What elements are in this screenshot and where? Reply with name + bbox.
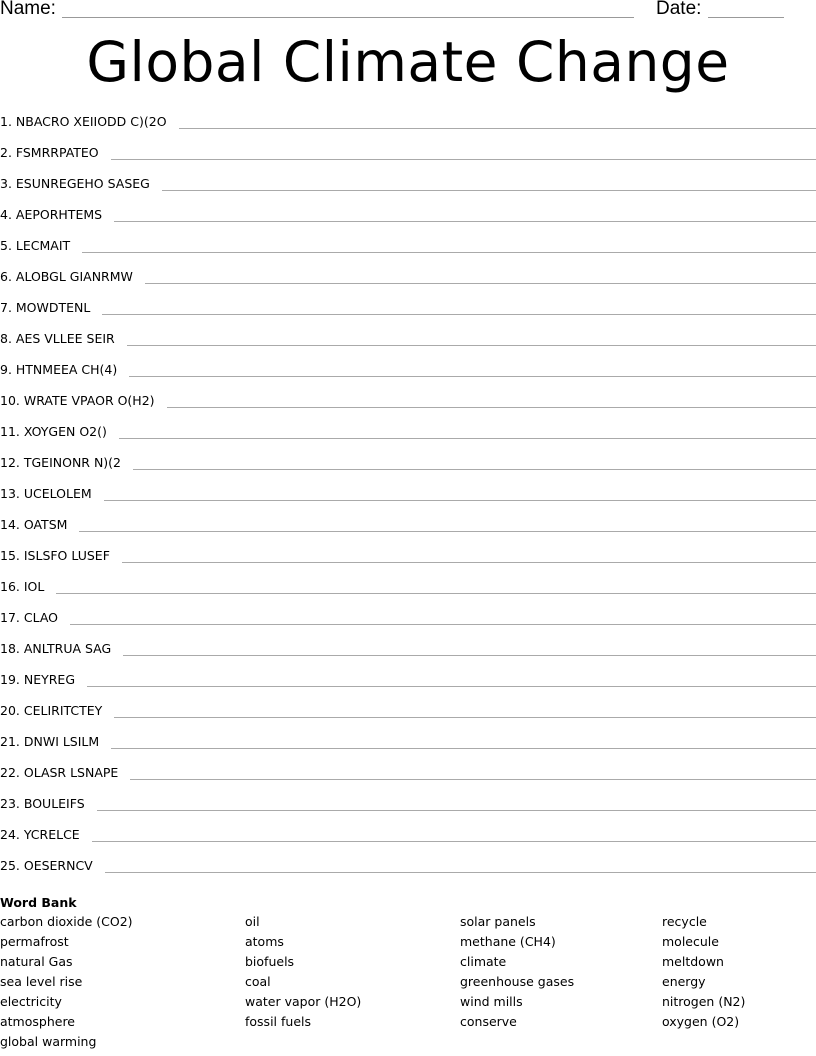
word-bank-item: conserve — [460, 1014, 517, 1029]
word-bank-column — [245, 913, 361, 1033]
answer-line[interactable] — [111, 731, 816, 749]
word-bank-item: solar panels — [460, 914, 536, 929]
word-bank-item: molecule — [662, 934, 719, 949]
word-bank-column — [662, 913, 745, 1033]
date-field[interactable] — [708, 17, 784, 18]
page-title: Global Climate Change — [86, 30, 730, 94]
scrambled-word: 24. YCRELCE — [0, 827, 80, 842]
word-bank — [0, 894, 816, 1049]
word-bank-item: carbon dioxide (CO2) — [0, 914, 133, 929]
word-bank-title: Word Bank — [0, 895, 77, 910]
question-row — [0, 483, 816, 514]
answer-line[interactable] — [145, 266, 816, 284]
word-bank-item: atmosphere — [0, 1014, 75, 1029]
question-row — [0, 700, 816, 731]
name-label: Name: — [0, 0, 56, 19]
answer-line[interactable] — [127, 328, 816, 346]
question-row — [0, 452, 816, 483]
word-bank-item: energy — [662, 974, 706, 989]
word-bank-item: coal — [245, 974, 271, 989]
word-bank-item: natural Gas — [0, 954, 73, 969]
word-bank-item: sea level rise — [0, 974, 83, 989]
word-bank-item: electricity — [0, 994, 62, 1009]
word-bank-item: water vapor (H2O) — [245, 994, 362, 1009]
word-bank-item: permafrost — [0, 934, 69, 949]
answer-line[interactable] — [82, 235, 816, 253]
answer-line[interactable] — [162, 173, 816, 191]
question-row — [0, 576, 816, 607]
question-row — [0, 762, 816, 793]
scrambled-word: 3. ESUNREGEHO SASEG — [0, 176, 150, 191]
question-row — [0, 855, 816, 886]
answer-line[interactable] — [79, 514, 816, 532]
question-row — [0, 173, 816, 204]
question-row — [0, 111, 816, 142]
word-bank-item: oxygen (O2) — [662, 1014, 740, 1029]
answer-line[interactable] — [122, 545, 816, 563]
word-bank-column — [0, 913, 133, 1053]
answer-line[interactable] — [114, 204, 816, 222]
answer-line[interactable] — [87, 669, 816, 687]
name-field[interactable] — [62, 17, 634, 18]
answer-line[interactable] — [92, 824, 816, 842]
word-bank-item: meltdown — [662, 954, 724, 969]
question-list — [0, 111, 816, 886]
word-bank-column — [460, 913, 574, 1033]
answer-line[interactable] — [119, 421, 816, 439]
word-bank-item: nitrogen (N2) — [662, 994, 746, 1009]
answer-line[interactable] — [133, 452, 816, 470]
word-bank-item: global warming — [0, 1034, 97, 1049]
question-row — [0, 297, 816, 328]
scrambled-word: 23. BOULEIFS — [0, 796, 85, 811]
question-row — [0, 731, 816, 762]
scrambled-word: 22. OLASR LSNAPE — [0, 765, 119, 780]
question-row — [0, 793, 816, 824]
scrambled-word: 12. TGEINONR N)(2 — [0, 455, 122, 470]
scrambled-word: 1. NBACRO XEIIODD C)(2O — [0, 114, 167, 129]
answer-line[interactable] — [123, 638, 816, 656]
scrambled-word: 2. FSMRRPATEO — [0, 145, 99, 160]
question-row — [0, 235, 816, 266]
header — [0, 0, 816, 22]
word-bank-item: atoms — [245, 934, 284, 949]
word-bank-item: greenhouse gases — [460, 974, 575, 989]
scrambled-word: 9. HTNMEEA CH(4) — [0, 362, 118, 377]
answer-line[interactable] — [70, 607, 816, 625]
date-label: Date: — [656, 0, 702, 19]
scrambled-word: 13. UCELOLEM — [0, 486, 92, 501]
answer-line[interactable] — [105, 855, 816, 873]
answer-line[interactable] — [102, 297, 816, 315]
answer-line[interactable] — [56, 576, 816, 594]
scrambled-word: 11. XOYGEN O2() — [0, 424, 107, 439]
scrambled-word: 4. AEPORHTEMS — [0, 207, 103, 222]
scrambled-word: 10. WRATE VPAOR O(H2) — [0, 393, 155, 408]
question-row — [0, 266, 816, 297]
question-row — [0, 390, 816, 421]
word-bank-item: oil — [245, 914, 260, 929]
word-bank-item: methane (CH4) — [460, 934, 556, 949]
answer-line[interactable] — [129, 359, 816, 377]
answer-line[interactable] — [167, 390, 816, 408]
answer-line[interactable] — [104, 483, 816, 501]
answer-line[interactable] — [179, 111, 816, 129]
question-row — [0, 545, 816, 576]
question-row — [0, 142, 816, 173]
scrambled-word: 8. AES VLLEE SEIR — [0, 331, 115, 346]
word-bank-item: climate — [460, 954, 507, 969]
word-bank-item: wind mills — [460, 994, 523, 1009]
scrambled-word: 20. CELIRITCTEY — [0, 703, 103, 718]
scrambled-word: 16. IOL — [0, 579, 45, 594]
question-row — [0, 514, 816, 545]
word-bank-item: biofuels — [245, 954, 295, 969]
scrambled-word: 18. ANLTRUA SAG — [0, 641, 112, 656]
question-row — [0, 669, 816, 700]
scrambled-word: 17. CLAO — [0, 610, 59, 625]
scrambled-word: 15. ISLSFO LUSEF — [0, 548, 110, 563]
scrambled-word: 14. OATSM — [0, 517, 68, 532]
answer-line[interactable] — [130, 762, 816, 780]
scrambled-word: 7. MOWDTENL — [0, 300, 91, 315]
question-row — [0, 607, 816, 638]
answer-line[interactable] — [97, 793, 816, 811]
scrambled-word: 6. ALOBGL GIANRMW — [0, 269, 133, 284]
question-row — [0, 359, 816, 390]
answer-line[interactable] — [111, 142, 816, 160]
word-bank-item: recycle — [662, 914, 707, 929]
scrambled-word: 21. DNWI LSILM — [0, 734, 100, 749]
question-row — [0, 204, 816, 235]
question-row — [0, 421, 816, 452]
answer-line[interactable] — [114, 700, 816, 718]
scrambled-word: 25. OESERNCV — [0, 858, 93, 873]
question-row — [0, 328, 816, 359]
scrambled-word: 5. LECMAIT — [0, 238, 71, 253]
question-row — [0, 638, 816, 669]
word-bank-item: fossil fuels — [245, 1014, 311, 1029]
scrambled-word: 19. NEYREG — [0, 672, 76, 687]
question-row — [0, 824, 816, 855]
